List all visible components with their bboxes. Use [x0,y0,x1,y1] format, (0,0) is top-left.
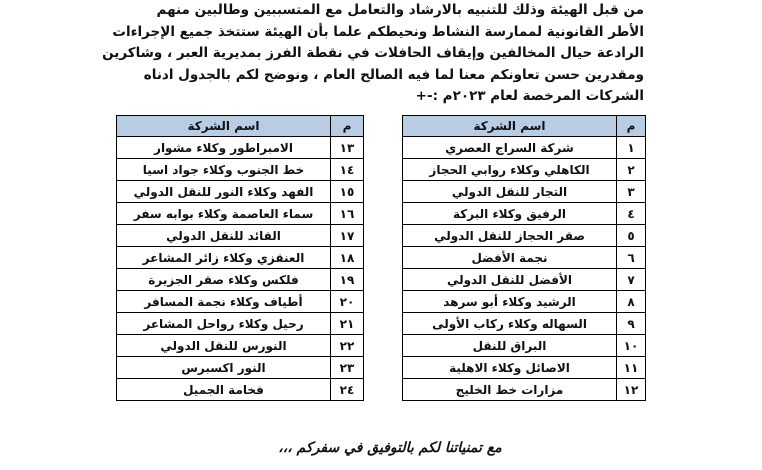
row-number: ١٤ [331,159,364,181]
row-number: ٥ [617,225,646,247]
row-number: ٧ [617,269,646,291]
paragraph-line: الرادعة حيال المخالفين وإيقاف الحافلات في نقطة الفرز بمديرية العبر ، وشاكرين [102,45,644,61]
row-number: ٣ [617,181,646,203]
row-number: ١٥ [331,181,364,203]
table-row [117,225,646,247]
row-number: ٢٣ [331,357,364,379]
row-number: ٩ [617,313,646,335]
company-name: صقر الحجاز للنقل الدولي [403,225,617,247]
company-name: السهاله وكلاء ركاب الأولى [403,313,617,335]
row-number: ١٩ [331,269,364,291]
company-name: الرشيد وكلاء أبو سرهد [403,291,617,313]
paragraph-line: الأطر القانونية لممارسة النشاط ونحيطكم علما بأن الهيئة ستتخذ جميع الإجراءات [112,23,644,40]
table-row [117,137,646,159]
column-gap [364,357,403,379]
row-number: ١٧ [331,225,364,247]
company-name: رحيل وكلاء رواحل المشاعر [117,313,331,335]
row-number: ٢٤ [331,379,364,401]
column-gap [364,137,403,159]
company-name: الأفضل للنقل الدولي [403,269,617,291]
column-gap [364,313,403,335]
header-company-name: اسم الشركة [117,116,331,137]
paragraph-line: الشركات المرخصة لعام ٢٠٢٣م :-+ [415,88,644,104]
column-gap [364,247,403,269]
company-name: الرفيق وكلاء البركة [403,203,617,225]
company-name: فلكس وكلاء صقر الجزيرة [117,269,331,291]
row-number: ١٨ [331,247,364,269]
column-gap [364,291,403,313]
header-num: م [617,116,646,137]
row-number: ٨ [617,291,646,313]
table-header-row [117,116,646,137]
company-name: الاصائل وكلاء الاهلية [403,357,617,379]
company-name: شركة السراج العصري [403,137,617,159]
row-number: ١٣ [331,137,364,159]
table-row [117,159,646,181]
company-name: العنقزي وكلاء زائر المشاعر [117,247,331,269]
column-gap [364,159,403,181]
letter-paragraph [10,0,644,108]
table-row [117,313,646,335]
closing-line: مع تمنياتنا لكم بالتوفيق في سفركم ،،، [278,440,502,456]
column-gap [364,181,403,203]
column-gap [364,225,403,247]
table-row [117,291,646,313]
row-number: ١٢ [617,379,646,401]
company-name: فخامة الجميل [117,379,331,401]
row-number: ٤ [617,203,646,225]
column-gap [364,335,403,357]
table-row [117,247,646,269]
licensed-companies-table [116,115,646,401]
row-number: ٢٠ [331,291,364,313]
company-name: القائد للنقل الدولي [117,225,331,247]
table-row [117,203,646,225]
column-gap [364,116,403,137]
company-name: خط الجنوب وكلاء جواد اسيا [117,159,331,181]
table-row [117,357,646,379]
row-number: ٦ [617,247,646,269]
company-name: الكاهلي وكلاء روابي الحجاز [403,159,617,181]
table-row [117,379,646,401]
table-row [117,335,646,357]
company-name: أطياف وكلاء نجمة المسافر [117,291,331,313]
header-num: م [331,116,364,137]
table-row [117,269,646,291]
company-name: الفهد وكلاء النور للنقل الدولي [117,181,331,203]
company-name: النورس للنقل الدولي [117,335,331,357]
company-name: سماء العاصمة وكلاء بوابه سفر [117,203,331,225]
header-company-name: اسم الشركة [403,116,617,137]
table-row [117,181,646,203]
row-number: ١١ [617,357,646,379]
company-name: نجمة الأفضل [403,247,617,269]
company-name: البراق للنقل [403,335,617,357]
row-number: ٢١ [331,313,364,335]
column-gap [364,269,403,291]
paragraph-line: ومقدرين حسن تعاونكم معنا لما فيه الصالح العام ، ونوضح لكم بالجدول ادناه [143,66,644,83]
row-number: ١٦ [331,203,364,225]
row-number: ٢ [617,159,646,181]
column-gap [364,203,403,225]
column-gap [364,379,403,401]
company-name: النور اكسبرس [117,357,331,379]
row-number: ٢٢ [331,335,364,357]
company-name: مزارات خط الخليج [403,379,617,401]
row-number: ١ [617,137,646,159]
paragraph-line: من قبل الهيئة وذلك للتنبيه بالارشاد والتعامل مع المتسببين وطالبين منهم [156,2,644,18]
company-name: الامبراطور وكلاء مشوار [117,137,331,159]
company-name: التجار للنقل الدولي [403,181,617,203]
row-number: ١٠ [617,335,646,357]
